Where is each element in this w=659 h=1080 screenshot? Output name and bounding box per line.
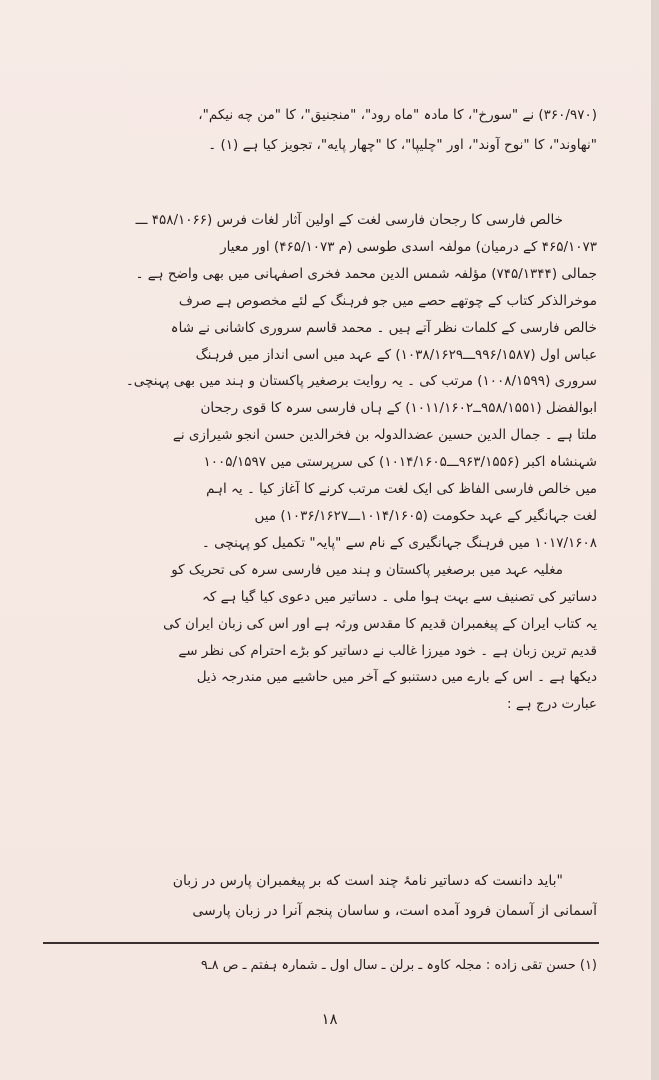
body-line: ابوالفضل (۹۵۸/۱۵۵۱ــ۱۰۱۱/۱۶۰۲) کے ہاں فارسی سرہ کا قوی رجحان (200, 400, 597, 417)
page-number: ۱۸ (321, 1010, 338, 1028)
body-line: سروری (۱۰۰۸/۱۵۹۹) مرتب کی ۔ یہ روایت برصغیر پاکستان و ہند میں بھی پہنچی۔ (125, 373, 597, 390)
body-line: خالص فارسی کے کلمات نظر آتے ہیں ۔ محمد قاسم سروری کاشانی نے شاہ (170, 319, 597, 336)
quote-line: "باید دانست که دساتیر نامۂ چند است که بر پیغمبران پارس در زبان (172, 873, 563, 889)
body-line: ۱۰۱۷/۱۶۰۸ میں فرہنگ جہانگیری کے نام سے "پایہ" تکمیل کو پہنچی ۔ (201, 534, 597, 551)
body-paragraph (49, 207, 597, 718)
intro-line: "نهاوند"، کا "نوح آوند"، اور "چلیپا"، کا "چهار پایه"، تجویز کیا ہے (۱) ۔ (208, 137, 597, 153)
body-line: ملتا ہے ۔ جمال الدین حسین عضدالدولہ بن فخرالدین حسن انجو شیرازی نے (172, 427, 597, 444)
footnote: (۱) حسن تقی زاده : مجلہ کاوہ ـ برلن ـ سال اول ـ شمارہ ہفتم ـ ص ۸ـ۹ (200, 958, 597, 973)
persian-quotation (49, 866, 597, 926)
footnote-divider (43, 942, 599, 944)
body-line: لغت جہانگیر کے عہد حکومت (۱۰۱۴/۱۶۰۵ـــ۱۰۳۶/۱۶۲۷) میں (254, 507, 597, 524)
body-line: مغلیہ عہد میں برصغیر پاکستان و ہند میں فارسی سرہ کی تحریک کو (171, 561, 563, 578)
page-edge (651, 0, 659, 1080)
intro-line: (۳۶۰/۹۷۰) نے "سورخ"، کا مادہ "ماه رود"، "منجنیق"، کا "من چه نیکم"، (198, 107, 597, 123)
body-line: شہنشاہ اکبر (۹۶۳/۱۵۵۶ـــ۱۰۱۴/۱۶۰۵) کی سرپرستی میں ۱۰۰۵/۱۵۹۷ (203, 454, 597, 471)
body-line: عبارت درج ہے : (507, 696, 597, 713)
body-line: خالص فارسی کا رجحان فارسی لغت کے اولین آثار لغات فرس (۴۵۸/۱۰۶۶ ـــ (135, 212, 563, 228)
intro-paragraph (49, 100, 597, 160)
quote-line: آسمانی از آسمان فرود آمده است، و ساسان پنجم آنرا در زبان پارسی (192, 903, 597, 919)
body-line: عباس اول (۹۹۶/۱۵۸۷ـــ۱۰۳۸/۱۶۲۹) کے عہد میں اسی انداز میں فرہنگ (195, 346, 597, 363)
body-line: یہ کتاب ایران کے پیغمبران قدیم کا مقدس ورثہ ہے اور اس کی زبان ایران کی (163, 615, 597, 632)
body-line: موخرالذکر کتاب کے چوتھے حصے میں جو فرہنگ کے لئے مخصوص ہے صرف (178, 292, 597, 309)
body-line: ۴۶۵/۱۰۷۳ کے درمیان) مولفہ اسدی طوسی (م ۴۶۵/۱۰۷۳) اور معیار (220, 238, 597, 255)
body-line: دساتیر کی تصنیف سے بہت ہوا ملی ۔ دساتیر میں دعوی کیا گیا ہے کہ (202, 588, 597, 605)
body-line: قدیم ترین زبان ہے ۔ خود میرزا غالب نے دساتیر کو بڑے احترام کی نظر سے (178, 642, 597, 659)
body-line: جمالی (۷۴۵/۱۳۴۴) مؤلفہ شمس الدین محمد فخری اصفہانی میں بھی واضح ہے ۔ (135, 265, 597, 282)
body-line: میں خالص فارسی الفاظ کی ایک لغت مرتب کرنے کا آغاز کیا ۔ یہ اہم (206, 481, 597, 498)
body-line: دیکھا ہے ۔ اس کے بارے میں دستنبو کے آخر میں حاشیے میں مندرجہ ذیل (196, 669, 597, 686)
